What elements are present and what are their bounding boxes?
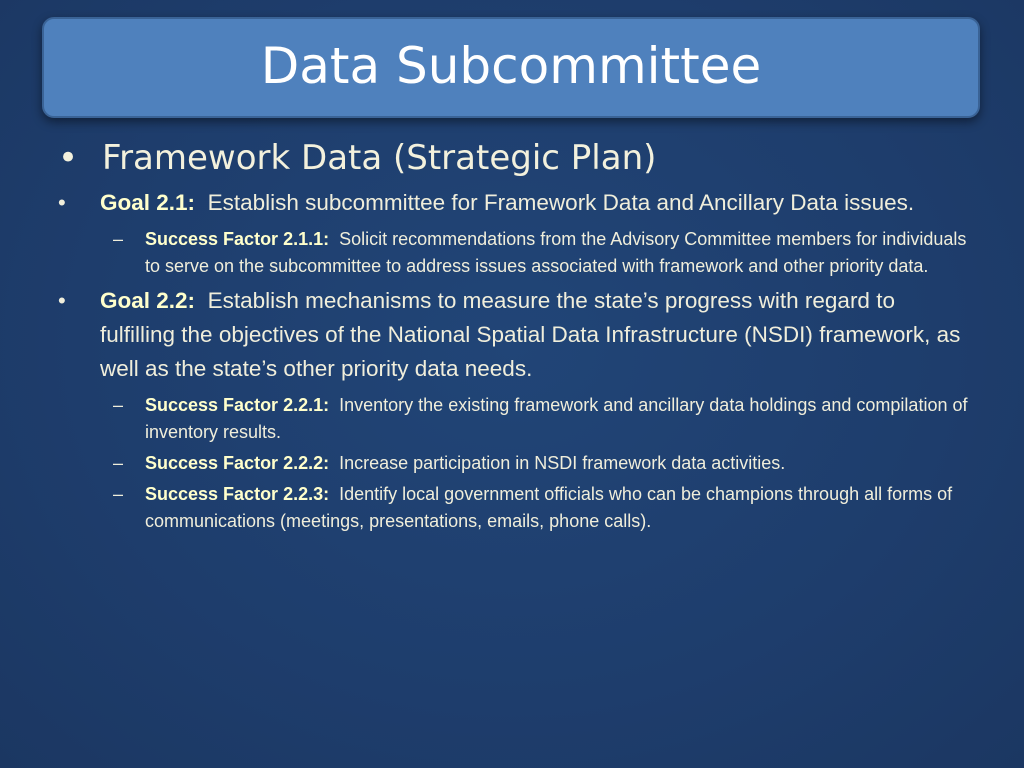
- bullet-icon: •: [58, 190, 66, 215]
- heading-text: Framework Data (Strategic Plan): [102, 138, 657, 178]
- success-factor-text: Inventory the existing framework and ancillary data holdings and compilation of inventory results.: [145, 395, 968, 442]
- slide-title: Data Subcommittee: [260, 36, 762, 95]
- success-factor-text: Solicit recommendations from the Advisory Committee members for individuals to serve on the subcommittee to address issues associated with framework and other priority data.: [145, 229, 967, 276]
- goal-label: Goal 2.1:: [100, 190, 196, 215]
- success-factor-item: [58, 481, 968, 535]
- dash-icon: –: [113, 395, 124, 415]
- bullet-icon: •: [58, 138, 79, 178]
- success-factor-label: Success Factor 2.2.1:: [145, 395, 330, 415]
- goal-text: Establish subcommittee for Framework Data and Ancillary Data issues.: [207, 190, 915, 215]
- dash-icon: –: [113, 453, 124, 473]
- success-factor-item: [58, 450, 968, 477]
- success-factor-item: [58, 226, 968, 280]
- heading-bullet-item: [58, 136, 968, 180]
- success-factor-text: Identify local government officials who can be champions through all forms of communications (meetings, presentations, emails, phone calls).: [145, 484, 953, 531]
- success-factor-label: Success Factor 2.1.1:: [145, 229, 330, 249]
- bullet-icon: •: [58, 288, 66, 313]
- dash-icon: –: [113, 484, 124, 504]
- goal-label: Goal 2.2:: [100, 288, 196, 313]
- slide-body: [58, 136, 968, 539]
- goal-item: [58, 284, 968, 386]
- goal-item: [58, 186, 968, 220]
- success-factor-label: Success Factor 2.2.3:: [145, 484, 330, 504]
- success-factor-label: Success Factor 2.2.2:: [145, 453, 330, 473]
- title-box: [42, 17, 980, 118]
- goal-text: Establish mechanisms to measure the state’s progress with regard to fulfilling the objectives of the National Spatial Data Infrastructure (NSDI) framework, as well as the state’s other priority data needs.: [100, 288, 961, 381]
- success-factor-text: Increase participation in NSDI framework data activities.: [339, 453, 786, 473]
- dash-icon: –: [113, 229, 124, 249]
- success-factor-item: [58, 392, 968, 446]
